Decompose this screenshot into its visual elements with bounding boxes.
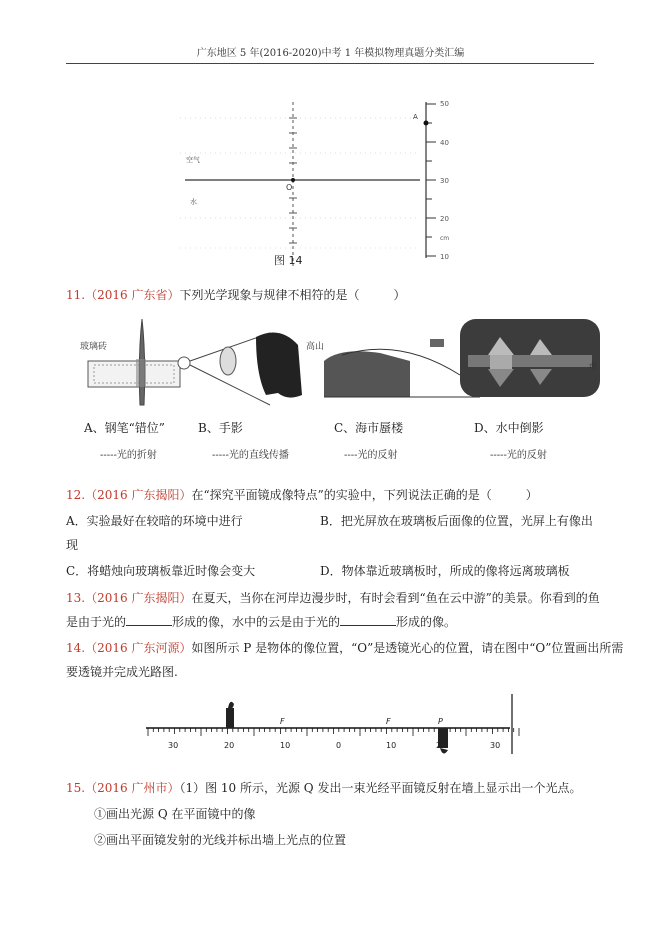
question-number: 11.: [66, 288, 86, 302]
option-a-label: A、钢笔“错位”: [84, 421, 165, 435]
option-d-label: D、水中倒影: [474, 421, 544, 435]
label-mountain: 高山: [306, 342, 325, 352]
option-b-label: B、手影: [198, 421, 243, 435]
point-a: [424, 121, 429, 126]
option-c-label: C、海市蜃楼: [334, 421, 404, 435]
label-p: P: [438, 717, 443, 726]
label-air: 空气: [186, 156, 200, 164]
ruler-label: 30: [168, 741, 179, 750]
option-d-law: -----光的反射: [490, 450, 547, 461]
figure-b-shadow: [178, 333, 302, 406]
label-water: 水: [190, 198, 197, 206]
scale-label: 40: [440, 139, 449, 147]
question-source: （2016 广东河源）: [85, 641, 192, 655]
ruler-label: 0: [336, 741, 342, 750]
q13-text-c: 形成的像。: [396, 615, 457, 629]
ruler-label: 30: [490, 741, 501, 750]
question-13: [66, 590, 600, 606]
figure-d-reflection: [460, 319, 600, 397]
candle-object: [226, 702, 234, 728]
q13-text-b: 形成的像，水中的云是由于光的: [172, 615, 341, 629]
question-text: （1）图 10 所示，光源 Q 发出一束光经平面镜反射在墙上显示出一个光点。: [179, 781, 582, 795]
question-text: 如图所示 P 是物体的像位置，“O”是透镜光心的位置，请在图中“O”位置画出所需: [191, 641, 624, 655]
question-14-line2: 要透镜并完成光路图.: [66, 665, 178, 679]
option-c-law: ----光的反射: [344, 450, 398, 461]
figure-14-diagram: [180, 98, 470, 268]
question-12: [66, 487, 538, 503]
question-source: （2016 广州市）: [85, 781, 180, 795]
question-source: （2016 广东揭阳）: [85, 591, 192, 605]
label-glass: 玻璃砖: [80, 342, 108, 352]
scale-label: 50: [440, 100, 449, 108]
point-o: [291, 178, 295, 182]
figure-a-pen: [80, 319, 180, 405]
q14-ruler: [140, 690, 520, 760]
q12-option-a: A．实验最好在较暗的环境中进行: [66, 514, 243, 528]
q12-option-b-cont: 现: [66, 538, 79, 552]
q11-diagram: [80, 315, 600, 417]
answer-blank-2[interactable]: [340, 615, 396, 626]
q14-figure: [140, 690, 520, 760]
option-a-law: -----光的折射: [100, 450, 157, 461]
question-number: 13.: [66, 591, 86, 605]
q15-item-1: ①画出光源 Q 在平面镜中的像: [94, 807, 256, 821]
scale-unit: cm: [440, 235, 450, 242]
question-number: 12.: [66, 488, 86, 502]
label-water-d: 水: [588, 362, 598, 372]
label-o: O: [286, 183, 293, 192]
question-source: （2016 广东揭阳）: [85, 488, 192, 502]
scale-label: 30: [440, 177, 449, 185]
question-paren-close: ）: [393, 288, 406, 302]
option-b-law: -----光的直线传播: [212, 450, 289, 461]
question-text: 在夏天，当你在河岸边漫步时，有时会看到“鱼在云中游”的美景。你看到的鱼: [191, 591, 600, 605]
question-number: 14.: [66, 641, 86, 655]
ruler-label: 20: [436, 741, 447, 750]
question-paren-close: ）: [525, 488, 538, 502]
q13-text-a: 是由于光的: [66, 615, 127, 629]
scale-label: 20: [440, 215, 449, 223]
q12-option-d: D．物体靠近玻璃板时，所成的像将远离玻璃板: [320, 564, 570, 578]
question-11-figures: [80, 315, 600, 417]
question-14: [66, 640, 623, 656]
answer-blank-1[interactable]: [126, 615, 172, 626]
q12-option-b: B．把光屏放在玻璃板后面像的位置，光屏上有像出: [320, 514, 593, 528]
question-13-line2: [66, 614, 456, 630]
question-text: 在“探究平面镜成像特点”的实验中，下列说法正确的是（: [191, 488, 492, 502]
question-number: 15.: [66, 781, 86, 795]
figure-14: [180, 98, 470, 268]
q12-option-c: C．将蜡烛向玻璃板靠近时像会变大: [66, 564, 256, 578]
figure-14-caption: 图 14: [274, 254, 303, 267]
ruler-label: 10: [280, 741, 291, 750]
ruler-label: 10: [386, 741, 397, 750]
figure-c-mirage: [306, 339, 480, 397]
question-15: [66, 780, 581, 796]
label-f-left: F: [280, 717, 285, 726]
scale-label: 10: [440, 253, 449, 261]
label-a: A: [413, 113, 418, 121]
page-header: 广东地区 5 年(2016-2020)中考 1 年模拟物理真题分类汇编: [196, 48, 465, 59]
ruler-label: 20: [224, 741, 235, 750]
question-text: 下列光学现象与规律不相符的是（: [179, 288, 360, 302]
question-11: [66, 287, 405, 303]
label-f-right: F: [386, 717, 391, 726]
header-rule: [66, 63, 594, 64]
question-source: （2016 广东省）: [85, 288, 180, 302]
q15-item-2: ②画出平面镜发射的光线并标出墙上光点的位置: [94, 833, 347, 847]
